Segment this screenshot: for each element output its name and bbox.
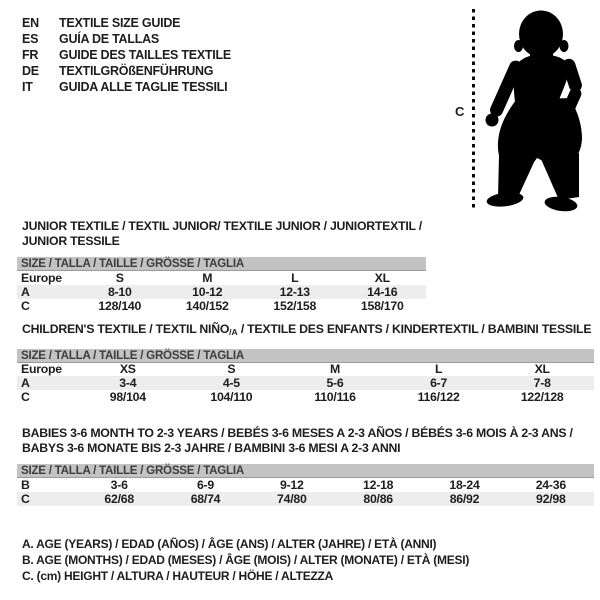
height-dashed-line [472, 9, 475, 208]
row-cell: 152/158 [273, 298, 317, 313]
row-cell: 158/170 [360, 298, 404, 313]
height-measure-label: C [455, 104, 465, 119]
row-cell: XS [119, 362, 136, 377]
row-cell: 140/152 [185, 298, 229, 313]
row-cell: 68/74 [190, 491, 221, 506]
table-title-text: / TEXTILE DES ENFANTS / KINDERTEXTIL / BAMBINI TESSILE [237, 322, 592, 336]
language-list [22, 15, 231, 95]
row-cell: M [202, 270, 213, 285]
size-header-bar: SIZE / TALLA / TAILLE / GRÖSSE / TAGLIA [17, 349, 594, 363]
junior-textile-table [17, 219, 426, 312]
row-label: B [21, 477, 30, 492]
footnotes [22, 536, 469, 584]
row-cell: 98/104 [109, 390, 146, 404]
row-cell: 3-4 [119, 376, 137, 391]
row-cell: 110/116 [314, 390, 356, 404]
row-cell: 92/98 [536, 491, 566, 506]
row-cell: 122/128 [520, 390, 564, 404]
language-row [22, 47, 231, 63]
table-title-text: BABYS 3-6 MONATE BIS 2-3 JAHRE / BAMBINI 3-6 MESI A 2-3 ANNI [22, 440, 401, 455]
row-cell: M [329, 362, 340, 377]
table-row-europe [17, 363, 594, 377]
row-cell: 3-6 [110, 477, 128, 492]
row-cell: 5-6 [326, 376, 344, 391]
language-code: ES [22, 32, 39, 46]
size-header-bar: SIZE / TALLA / TAILLE / GRÖSSE / TAGLIA [17, 257, 426, 271]
language-row [22, 15, 231, 31]
row-cell: 104/110 [210, 390, 253, 404]
language-title: TEXTILE SIZE GUIDE [59, 16, 181, 30]
row-cell: 10-12 [192, 284, 223, 299]
row-cell: 128/140 [98, 298, 142, 313]
row-cell: XL [374, 270, 390, 285]
table-title [17, 322, 594, 340]
language-title: TEXTILGRÖßENFÜHRUNG [59, 64, 214, 78]
row-cell: 6-7 [430, 376, 448, 391]
row-label: Europe [21, 270, 62, 285]
row-cell: XL [534, 362, 550, 377]
row-cell: L [434, 362, 443, 377]
table-row-a [17, 376, 594, 390]
row-cell: 12-13 [279, 284, 310, 299]
table-row-b [17, 478, 594, 492]
table-title [17, 426, 594, 455]
size-header-bar: SIZE / TALLA / TAILLE / GRÖSSE / TAGLIA [17, 464, 594, 478]
row-cell: 4-5 [222, 376, 240, 391]
row-label: Europe [21, 362, 62, 377]
row-cell: S [115, 270, 124, 285]
language-title: GUÍA DE TALLAS [59, 32, 159, 46]
row-label: A [21, 376, 30, 391]
language-row [22, 63, 231, 79]
language-code: IT [22, 80, 33, 94]
row-cell: 18-24 [449, 477, 480, 492]
language-code: DE [22, 64, 39, 78]
row-cell: 7-8 [533, 376, 551, 391]
row-cell: 12-18 [363, 477, 394, 492]
row-cell: 6-9 [196, 477, 214, 492]
table-row-europe [17, 271, 426, 285]
language-title: GUIDA ALLE TAGLIE TESSILI [59, 80, 228, 94]
table-row-c [17, 299, 426, 313]
row-label: C [21, 390, 30, 404]
language-code: FR [22, 48, 39, 62]
row-label: A [21, 284, 30, 299]
table-title-text: JUNIOR TEXTILE / TEXTIL JUNIOR/ TEXTILE JUNIOR / JUNIORTEXTIL / JUNIOR TESSILE [22, 219, 422, 248]
table-row-a [17, 285, 426, 299]
row-cell: S [227, 362, 236, 377]
table-title-text: CHILDREN'S TEXTILE / TEXTIL NIÑO [22, 322, 230, 336]
table-row-c [17, 390, 594, 404]
table-row-c [17, 492, 594, 506]
language-row [22, 79, 231, 95]
row-cell: 80/86 [363, 491, 393, 506]
language-code: EN [22, 16, 39, 30]
footnote-line: C. (cm) HEIGHT / ALTURA / HAUTEUR / HÖHE / ALTEZZA [22, 569, 334, 583]
row-cell: 116/122 [417, 390, 460, 404]
row-cell: 8-10 [107, 284, 132, 299]
footnote-line: A. AGE (YEARS) / EDAD (AÑOS) / ÂGE (ANS) / ALTER (JAHRE) / ETÀ (ANNI) [22, 537, 437, 551]
footnote-line: B. AGE (MONTHS) / EDAD (MESES) / ÂGE (MOIS) / ALTER (MONATE) / ETÀ (MESI) [22, 553, 470, 567]
table-title-subscript: /A [229, 327, 238, 337]
row-cell: 86/92 [449, 491, 480, 506]
babies-textile-table [17, 426, 594, 506]
row-cell: 24-36 [535, 477, 566, 492]
baby-silhouette [480, 8, 592, 213]
row-cell: 14-16 [367, 284, 398, 299]
row-cell: 62/68 [104, 491, 134, 506]
row-cell: 74/80 [277, 491, 307, 506]
table-title [17, 219, 426, 248]
children-textile-table [17, 322, 594, 404]
language-row [22, 31, 231, 47]
language-title: GUIDE DES TAILLES TEXTILE [59, 48, 232, 62]
row-cell: 9-12 [280, 477, 304, 492]
row-cell: L [291, 270, 299, 285]
row-label: C [21, 298, 30, 313]
row-label: C [21, 491, 30, 506]
table-title-text: BABIES 3-6 MONTH TO 2-3 YEARS / BEBÉS 3-6 MESES A 2-3 AÑOS / BÉBÉS 3-6 MOIS À 2-3 ANS / [22, 426, 573, 440]
